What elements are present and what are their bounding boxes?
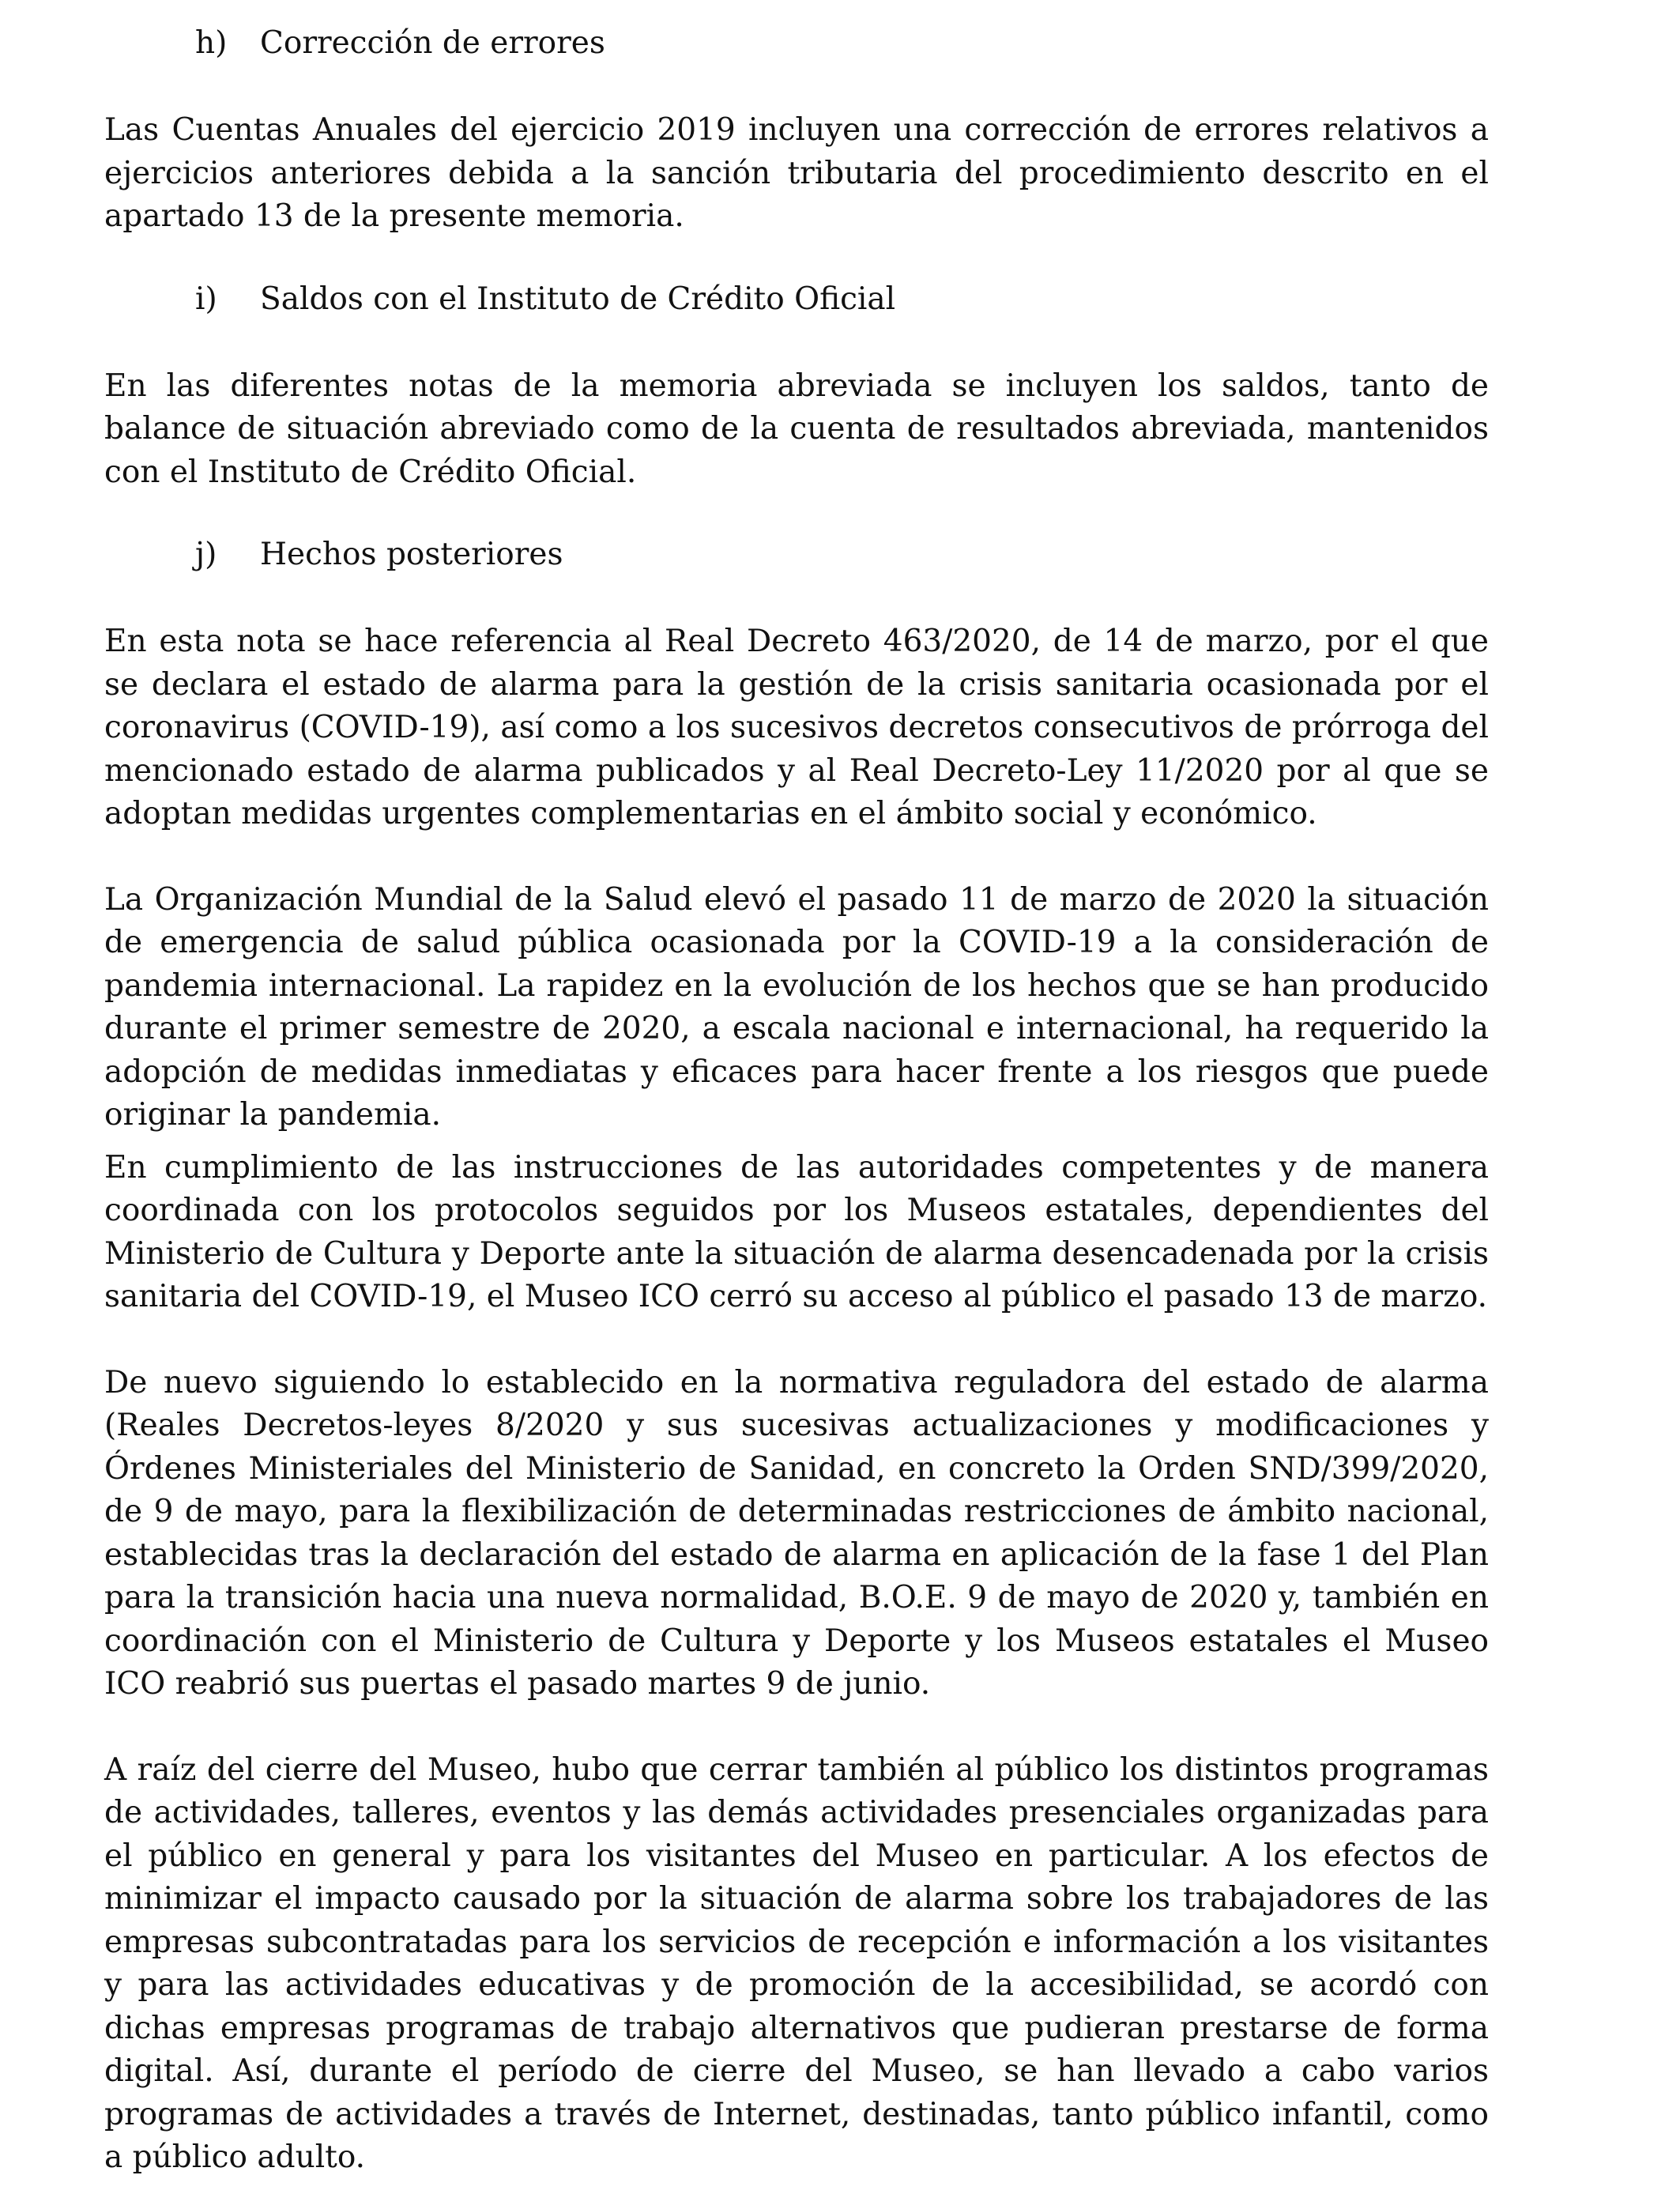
paragraph: La Organización Mundial de la Salud elevó el pasado 11 de marzo de 2020 la situación de emergencia de salud pública ocasionada por la COVID-19 a la consideración de pandemia internacional. La rapidez en la evolución de los hechos que se han producido durante el primer semestre de 2020, a escala nacional e internacional, ha requerido la adopción de medidas inmediatas y eficaces para hacer frente a los riesgos que puede originar la pandemia. <box>104 881 1489 1133</box>
section-letter: h) <box>195 25 228 61</box>
section-title: Hechos posteriores <box>260 537 563 572</box>
section-title: Corrección de errores <box>260 25 605 61</box>
paragraph: Las Cuentas Anuales del ejercicio 2019 incluyen una corrección de errores relativos a ejercicios anteriores debida a la sanción tributaria del procedimiento descrito en el apartado 13 de la presente memoria. <box>104 112 1489 234</box>
paragraph: En cumplimiento de las instrucciones de las autoridades competentes y de manera coordinada con los protocolos seguidos por los Museos estatales, dependientes del Ministerio de Cultura y Deporte ante la situación de alarma desencadenada por la crisis sanitaria del COVID-19, el Museo ICO cerró su acceso al público el pasado 13 de marzo. <box>104 1149 1489 1314</box>
section-letter: i) <box>195 281 217 317</box>
section-heading-h <box>104 22 1489 65</box>
section-letter: j) <box>195 537 217 572</box>
paragraph: A raíz del cierre del Museo, hubo que cerrar también al público los distintos programas de actividades, talleres, eventos y las demás actividades presenciales organizadas para el público en general y para los visitantes del Museo en particular. A los efectos de minimizar el impacto causado por la situación de alarma sobre los trabajadores de las empresas subcontratadas para los servicios de recepción e información a los visitantes y para las actividades educativas y de promoción de la accesibilidad, se acordó con dichas empresas programas de trabajo alternativos que pudieran prestarse de forma digital. Así, durante el período de cierre del Museo, se han llevado a cabo varios programas de actividades a través de Internet, destinadas, tanto público infantil, como a público adulto. <box>104 1751 1489 2175</box>
section-heading-j <box>104 533 1489 576</box>
document-page <box>104 0 1489 2180</box>
paragraph: En las diferentes notas de la memoria abreviada se incluyen los saldos, tanto de balance de situación abreviado como de la cuenta de resultados abreviada, mantenidos con el Instituto de Crédito Oficial. <box>104 368 1489 490</box>
paragraph: En esta nota se hace referencia al Real Decreto 463/2020, de 14 de marzo, por el que se declara el estado de alarma para la gestión de la crisis sanitaria ocasionada por el coronavirus (COVID-19), así como a los sucesivos decretos consecutivos de prórroga del mencionado estado de alarma publicados y al Real Decreto-Ley 11/2020 por al que se adoptan medidas urgentes complementarias en el ámbito social y económico. <box>104 624 1489 831</box>
section-title: Saldos con el Instituto de Crédito Oficial <box>260 281 896 317</box>
paragraph: De nuevo siguiendo lo establecido en la normativa reguladora del estado de alarma (Reales Decretos-leyes 8/2020 y sus sucesivas actualizaciones y modificaciones y Órdenes Ministeriales del Ministerio de Sanidad, en concreto la Orden SND/399/2020, de 9 de mayo, para la flexibilización de determinadas restricciones de ámbito nacional, establecidas tras la declaración del estado de alarma en aplicación de la fase 1 del Plan para la transición hacia una nueva normalidad, B.O.E. 9 de mayo de 2020 y, también en coordinación con el Ministerio de Cultura y Deporte y los Museos estatales el Museo ICO reabrió sus puertas el pasado martes 9 de junio. <box>104 1364 1489 1702</box>
section-heading-i <box>104 278 1489 321</box>
